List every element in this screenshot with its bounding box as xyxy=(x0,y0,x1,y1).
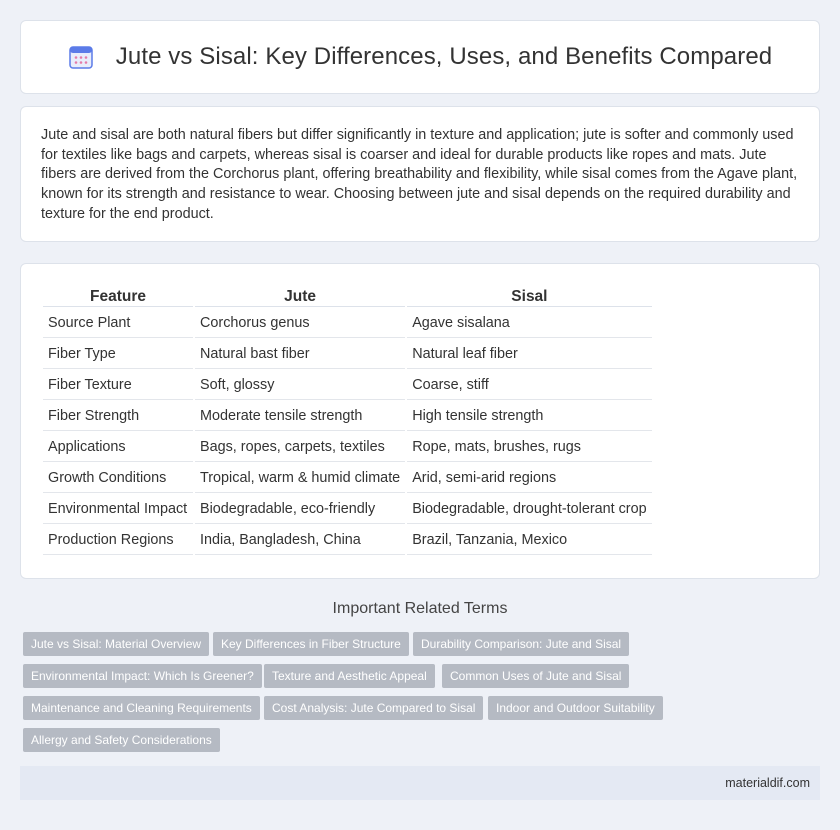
footer xyxy=(20,766,820,800)
table-cell: Growth Conditions xyxy=(43,464,193,493)
intro-paragraph: Jute and sisal are both natural fibers but differ significantly in texture and application; jute is softer and commonly used for textiles like bags and carpets, whereas sisal is coarser and ideal for durable products like ropes and mats. Jute fibers are derived from the Corchorus plant, offering breathability and flexibility, while sisal comes from the Agave plant, known for its strength and resistance to wear. Choosing between jute and sisal depends on the required durability and texture for the end product. xyxy=(41,127,798,222)
table-cell: Tropical, warm & humid climate xyxy=(195,464,405,493)
table-cell: Bags, ropes, carpets, textiles xyxy=(195,433,405,462)
related-tag[interactable]: Common Uses of Jute and Sisal xyxy=(442,664,629,688)
table-cell: Fiber Type xyxy=(43,340,193,369)
table-header-row xyxy=(43,288,652,307)
related-tag[interactable]: Indoor and Outdoor Suitability xyxy=(488,696,663,720)
table-cell: Applications xyxy=(43,433,193,462)
table-row xyxy=(43,309,652,338)
header-card xyxy=(20,20,820,94)
related-terms-title: Important Related Terms xyxy=(332,600,508,617)
table-row xyxy=(43,433,652,462)
table-cell: Source Plant xyxy=(43,309,193,338)
table-row xyxy=(43,402,652,431)
related-tag[interactable]: Environmental Impact: Which Is Greener? xyxy=(23,664,262,688)
page-title: Jute vs Sisal: Key Differences, Uses, and Benefits Compared xyxy=(115,43,773,70)
related-tag[interactable]: Texture and Aesthetic Appeal xyxy=(264,664,435,688)
table-cell: Rope, mats, brushes, rugs xyxy=(407,433,651,462)
table-cell: Brazil, Tanzania, Mexico xyxy=(407,526,651,555)
related-tag[interactable]: Jute vs Sisal: Material Overview xyxy=(23,632,209,656)
related-tag[interactable]: Allergy and Safety Considerations xyxy=(23,728,220,752)
footer-site-link[interactable]: materialdif.com xyxy=(725,776,810,790)
table-cell: Natural bast fiber xyxy=(195,340,405,369)
header-feature: Feature xyxy=(43,288,193,307)
table-row xyxy=(43,340,652,369)
related-tag[interactable]: Durability Comparison: Jute and Sisal xyxy=(413,632,629,656)
table-cell: High tensile strength xyxy=(407,402,651,431)
table-cell: Arid, semi-arid regions xyxy=(407,464,651,493)
comparison-table xyxy=(41,286,654,557)
comparison-table-card xyxy=(20,263,820,579)
table-cell: Soft, glossy xyxy=(195,371,405,400)
table-cell: India, Bangladesh, China xyxy=(195,526,405,555)
header-sisal: Sisal xyxy=(407,288,651,307)
table-row xyxy=(43,495,652,524)
table-cell: Fiber Strength xyxy=(43,402,193,431)
table-cell: Natural leaf fiber xyxy=(407,340,651,369)
calendar-icon xyxy=(68,44,94,70)
related-tag[interactable]: Maintenance and Cleaning Requirements xyxy=(23,696,260,720)
table-cell: Biodegradable, drought-tolerant crop xyxy=(407,495,651,524)
table-cell: Agave sisalana xyxy=(407,309,651,338)
related-tag[interactable]: Key Differences in Fiber Structure xyxy=(213,632,409,656)
table-row xyxy=(43,371,652,400)
table-row xyxy=(43,464,652,493)
table-cell: Corchorus genus xyxy=(195,309,405,338)
table-row xyxy=(43,526,652,555)
header-jute: Jute xyxy=(195,288,405,307)
table-cell: Production Regions xyxy=(43,526,193,555)
related-tag[interactable]: Cost Analysis: Jute Compared to Sisal xyxy=(264,696,483,720)
intro-card xyxy=(20,106,820,242)
table-cell: Coarse, stiff xyxy=(407,371,651,400)
table-cell: Environmental Impact xyxy=(43,495,193,524)
table-cell: Biodegradable, eco-friendly xyxy=(195,495,405,524)
table-cell: Fiber Texture xyxy=(43,371,193,400)
table-cell: Moderate tensile strength xyxy=(195,402,405,431)
